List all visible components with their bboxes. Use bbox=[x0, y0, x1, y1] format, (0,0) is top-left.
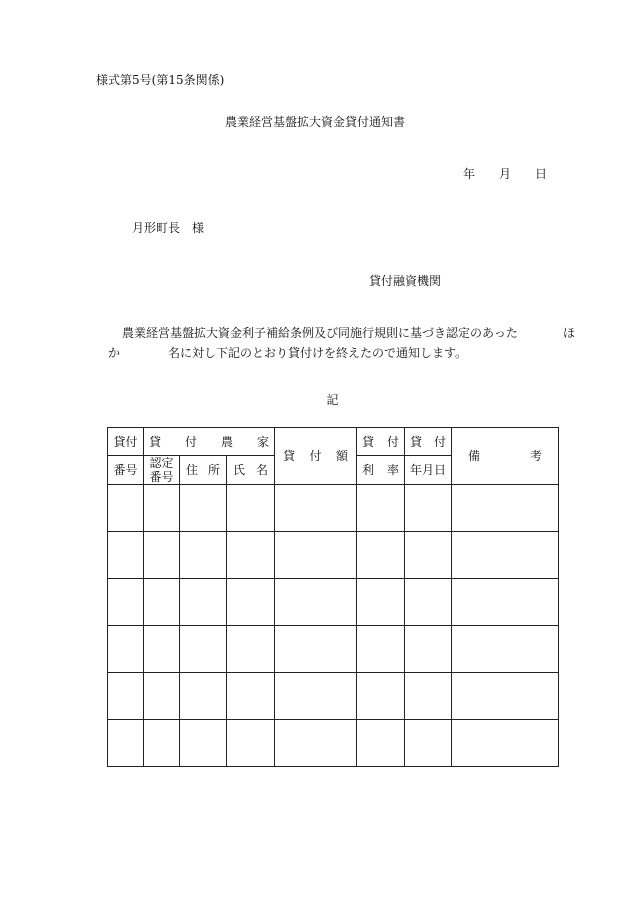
loan-amount-cell bbox=[275, 579, 357, 626]
borrower-farmer-char: 農 bbox=[220, 434, 233, 449]
ki-heading: 記 bbox=[326, 393, 339, 407]
body-text-line-2-start: か bbox=[108, 346, 121, 360]
address-char: 住 bbox=[186, 463, 199, 477]
borrower-farmer-char: 家 bbox=[256, 434, 269, 449]
loan-rate-header-top bbox=[357, 428, 405, 456]
loan-rate-char: 付 bbox=[386, 434, 399, 449]
loan-number-cell bbox=[108, 485, 144, 532]
loan-amount-cell bbox=[275, 673, 357, 720]
name-cell bbox=[227, 485, 275, 532]
loan-amount-cell bbox=[275, 720, 357, 767]
certification-number-cell bbox=[144, 673, 180, 720]
remarks-char: 備 bbox=[468, 449, 481, 463]
certification-number-header bbox=[144, 456, 180, 485]
loan-rate-cell bbox=[357, 626, 405, 673]
loan-date-cell bbox=[405, 485, 452, 532]
borrower-farmer-char: 貸 bbox=[149, 434, 162, 449]
loan-number-cell bbox=[108, 579, 144, 626]
remarks-cell bbox=[452, 579, 559, 626]
body-text-line-1-end: ほ bbox=[563, 326, 576, 340]
loan-rate-char: 率 bbox=[386, 463, 399, 477]
remarks-cell bbox=[452, 532, 559, 579]
certification-number-cell bbox=[144, 485, 180, 532]
body-text-line-1: 農業経営基盤拡大資金利子補給条例及び同施行規則に基づき認定のあった bbox=[122, 326, 518, 340]
loan-amount-char: 額 bbox=[335, 449, 348, 463]
address-cell bbox=[180, 720, 227, 767]
loan-amount-cell bbox=[275, 532, 357, 579]
loan-rate-cell bbox=[357, 720, 405, 767]
document-title: 農業経営基盤拡大資金貸付通知書 bbox=[224, 115, 405, 129]
lender-label: 貸付融資機関 bbox=[369, 274, 442, 288]
loan-amount-char: 貸 bbox=[283, 449, 296, 463]
loan-rate-char: 貸 bbox=[362, 434, 375, 449]
loan-amount-cell bbox=[275, 626, 357, 673]
name-header bbox=[227, 456, 275, 485]
loan-rate-cell bbox=[357, 579, 405, 626]
loan-date-cell bbox=[405, 532, 452, 579]
borrower-farmer-char: 付 bbox=[184, 434, 197, 449]
remarks-char: 考 bbox=[529, 449, 542, 463]
loan-rate-char: 利 bbox=[362, 463, 375, 477]
address-header bbox=[180, 456, 227, 485]
address-cell bbox=[180, 673, 227, 720]
remarks-cell bbox=[452, 485, 559, 532]
loan-number-cell bbox=[108, 532, 144, 579]
loan-amount-cell bbox=[275, 485, 357, 532]
table-row bbox=[108, 579, 559, 626]
certification-number-bottom: 番号 bbox=[149, 470, 174, 484]
certification-number-top: 認定 bbox=[149, 456, 174, 470]
name-cell bbox=[227, 720, 275, 767]
body-text-line-2: 名に対し下記のとおり貸付けを終えたので通知します。 bbox=[168, 346, 468, 360]
address-cell bbox=[180, 626, 227, 673]
name-cell bbox=[227, 532, 275, 579]
loan-number-cell bbox=[108, 673, 144, 720]
loan-date-char: 付 bbox=[433, 434, 446, 449]
date-day-label: 日 bbox=[535, 167, 548, 181]
loan-rate-cell bbox=[357, 673, 405, 720]
date-month-label: 月 bbox=[499, 167, 512, 181]
address-char: 所 bbox=[207, 463, 220, 477]
loan-date-cell bbox=[405, 626, 452, 673]
form-number: 様式第5号(第15条関係) bbox=[96, 73, 225, 87]
remarks-cell bbox=[452, 720, 559, 767]
loan-rate-cell bbox=[357, 532, 405, 579]
name-char: 名 bbox=[255, 463, 268, 477]
address-cell bbox=[180, 532, 227, 579]
name-cell bbox=[227, 626, 275, 673]
certification-number-cell bbox=[144, 532, 180, 579]
loan-number-header-bottom: 番号 bbox=[108, 456, 144, 485]
table-row bbox=[108, 673, 559, 720]
address-cell bbox=[180, 485, 227, 532]
addressee: 月形町長 様 bbox=[132, 221, 205, 235]
remarks-cell bbox=[452, 673, 559, 720]
certification-number-cell bbox=[144, 626, 180, 673]
loan-amount-header bbox=[275, 428, 357, 485]
table-row bbox=[108, 720, 559, 767]
table-header-row-1 bbox=[108, 428, 559, 456]
date-line bbox=[463, 165, 547, 182]
certification-number-cell bbox=[144, 579, 180, 626]
name-char: 氏 bbox=[233, 463, 246, 477]
remarks-header bbox=[452, 428, 559, 485]
date-year-label: 年 bbox=[463, 167, 476, 181]
loan-date-char: 貸 bbox=[410, 434, 423, 449]
loan-number-header-top: 貸付 bbox=[108, 428, 144, 456]
name-cell bbox=[227, 673, 275, 720]
loan-number-cell bbox=[108, 720, 144, 767]
loan-number-cell bbox=[108, 626, 144, 673]
loan-date-header-top bbox=[405, 428, 452, 456]
name-cell bbox=[227, 579, 275, 626]
loan-rate-cell bbox=[357, 485, 405, 532]
loan-date-cell bbox=[405, 720, 452, 767]
loan-date-header-bottom: 年月日 bbox=[405, 456, 452, 485]
loan-table bbox=[107, 427, 559, 767]
loan-date-cell bbox=[405, 579, 452, 626]
table-row bbox=[108, 485, 559, 532]
loan-rate-header-bottom bbox=[357, 456, 405, 485]
table-row bbox=[108, 532, 559, 579]
certification-number-cell bbox=[144, 720, 180, 767]
borrower-farmer-header bbox=[144, 428, 275, 456]
table-row bbox=[108, 626, 559, 673]
remarks-cell bbox=[452, 626, 559, 673]
address-cell bbox=[180, 579, 227, 626]
loan-date-cell bbox=[405, 673, 452, 720]
loan-amount-char: 付 bbox=[309, 449, 322, 463]
